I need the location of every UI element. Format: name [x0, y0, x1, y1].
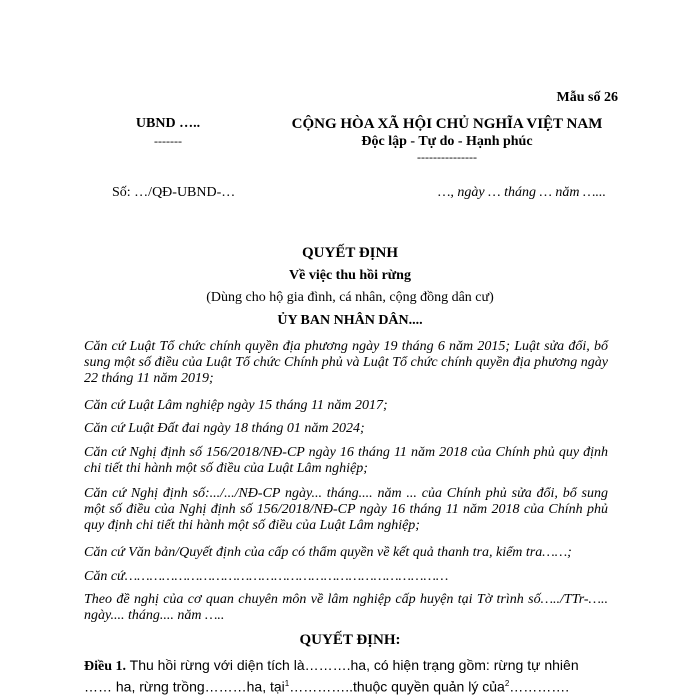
legal-ground: Căn cứ…………………………………………………………………… [84, 569, 449, 584]
footnote-marker: 2 [504, 679, 510, 688]
document-title: QUYẾT ĐỊNH [302, 245, 398, 261]
article-1-label: Điều 1. [84, 659, 126, 674]
article-1-text: Thu hồi rừng với diện tích là……….ha, có hiện trạng gồm: rừng tự nhiên …… ha, rừng trồng………ha, tại [84, 657, 579, 695]
issuing-organization: UBND ….. [135, 116, 201, 131]
legal-ground: Căn cứ Nghị định số 156/2018/NĐ-CP ngày 16 tháng 11 năm 2018 của Chính phủ quy định chi tiết thi hành một số điều của Luật Lâm nghiệp; [84, 445, 608, 476]
national-title: CỘNG HÒA XÃ HỘI CHỦ NGHĨA VIỆT NAM [291, 116, 603, 132]
organization-rule: ------- [154, 134, 182, 148]
article-1-text: …………. [509, 678, 570, 695]
legal-ground: Căn cứ Văn bản/Quyết định của cấp có thẩm quyền về kết quả thanh tra, kiểm tra……; [84, 545, 572, 560]
article-1 [84, 657, 608, 696]
issuing-committee: ỦY BAN NHÂN DÂN.... [277, 313, 423, 328]
legal-ground: Căn cứ Luật Đất đai ngày 18 tháng 01 năm 2024; [84, 421, 365, 436]
decision-heading: QUYẾT ĐỊNH: [299, 632, 401, 648]
article-1-text: …………..thuộc quyền quản lý của [289, 678, 505, 695]
form-number: Mẫu số 26 [556, 90, 618, 105]
document-subject: Về việc thu hồi rừng [289, 268, 411, 283]
motto-rule: --------------- [417, 150, 477, 164]
document-scope: (Dùng cho hộ gia đình, cá nhân, cộng đồng dân cư) [206, 290, 494, 305]
national-motto: Độc lập - Tự do - Hạnh phúc [361, 134, 533, 149]
legal-ground: Theo đề nghị của cơ quan chuyên môn về lâm nghiệp cấp huyện tại Tờ trình số…../TTr-….. ngày.... tháng.... năm ….. [84, 592, 608, 623]
legal-ground: Căn cứ Nghị định số:.../.../NĐ-CP ngày... tháng.... năm ... của Chính phủ sửa đổi, bổ sung một số điều của Nghị định số 156/2018/NĐ-CP ngày 16 tháng 11 năm 2018 của Chính phủ quy định chi tiết thi hành một số điều của Luật Lâm nghiệp; [84, 486, 608, 533]
footnote-marker: 1 [284, 679, 290, 688]
place-and-date: …, ngày … tháng … năm …... [437, 185, 606, 200]
legal-ground: Căn cứ Luật Lâm nghiệp ngày 15 tháng 11 năm 2017; [84, 398, 388, 413]
document-number: Số: …/QĐ-UBND-… [112, 185, 236, 200]
legal-ground: Căn cứ Luật Tổ chức chính quyền địa phương ngày 19 tháng 6 năm 2015; Luật sửa đổi, bổ sung một số điều của Luật Tổ chức Chính phủ và Luật Tổ chức chính quyền địa phương ngày 22 tháng 11 năm 2019; [84, 339, 608, 386]
